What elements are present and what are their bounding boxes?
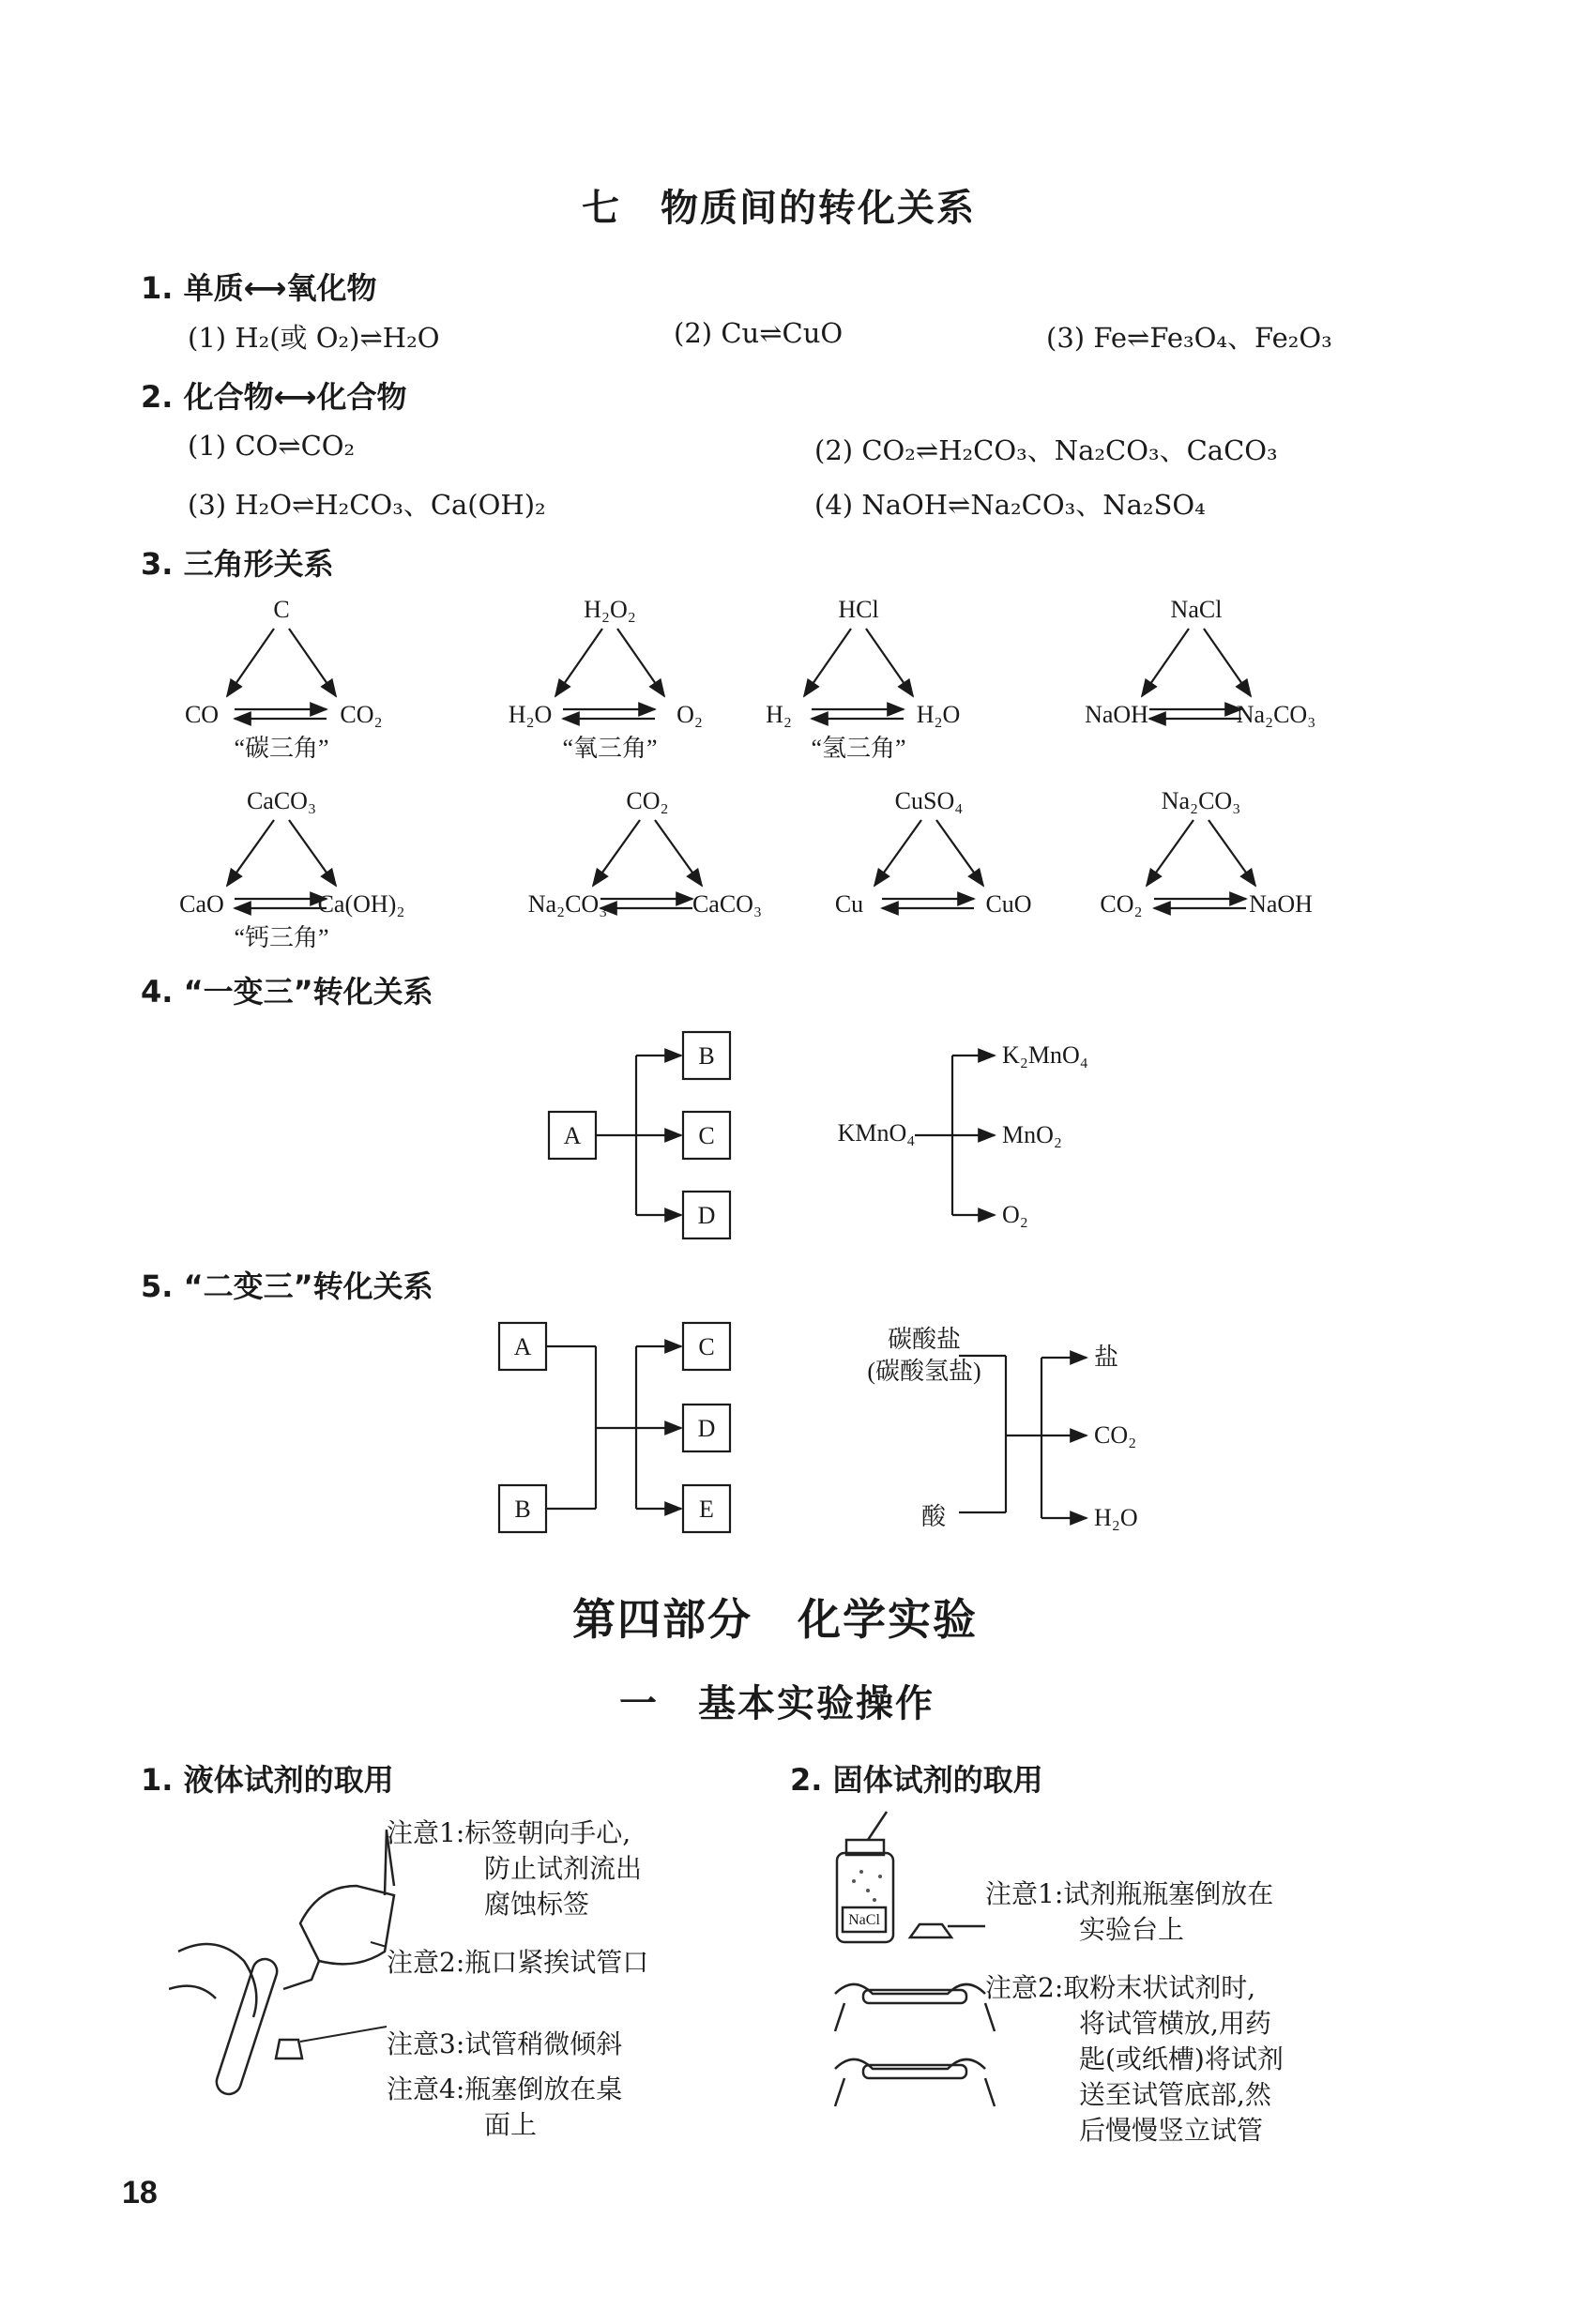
- exp1-note4: 注意4:瓶塞倒放在桌 面上: [387, 2073, 623, 2140]
- triangle-left-arrow: [593, 820, 640, 886]
- triangle-right-label: CuO: [985, 890, 1032, 918]
- kmno4-product-1: K₂MnO₄: [1002, 1041, 1088, 1069]
- triangle-left-arrow: [227, 629, 274, 696]
- triangle-left-label: H₂O: [508, 701, 553, 728]
- item1-heading: 1. 单质⟷氧化物: [141, 270, 377, 306]
- exp2-heading: 2. 固体试剂的取用: [790, 1762, 1043, 1798]
- item1-row2: (2) Cu⇌CuO: [674, 317, 844, 349]
- kmno4-product-2: MnO₂: [1002, 1121, 1062, 1148]
- kmno4-product-3: O₂: [1002, 1201, 1028, 1228]
- triangle-left-arrow: [227, 820, 274, 886]
- triangle-right-arrow: [1204, 629, 1251, 696]
- triangle-right-label: O₂: [676, 701, 703, 728]
- exp2-note2: 注意2:取粉末状试剂时, 将试管横放,用药 匙(或纸槽)将试剂 送至试管底部,然 后慢慢竖立试管: [985, 1972, 1284, 2146]
- triangle-left-label: CO₂: [1100, 890, 1143, 918]
- triangle-top-label: CuSO₄: [894, 787, 964, 814]
- box-d2-label: D: [697, 1415, 716, 1442]
- carbonate-source: 碳酸盐: [887, 1326, 962, 1353]
- triangle-caption: “碳三角”: [234, 735, 329, 762]
- triangle-right-arrow: [289, 629, 336, 696]
- box-b2-label: B: [514, 1496, 531, 1523]
- triangle-right-label: CaCO₃: [692, 890, 763, 918]
- kmno4-source: KMnO₄: [837, 1119, 916, 1147]
- item2-row2: (2) CO₂⇌H₂CO₃、Na₂CO₃、CaCO₃: [814, 434, 1278, 466]
- triangle-caption: “氢三角”: [811, 735, 906, 762]
- acid-product-2: CO₂: [1094, 1421, 1137, 1449]
- triangle-left-arrow: [1142, 629, 1189, 696]
- exp1-note2: 注意2:瓶口紧挨试管口: [387, 1947, 649, 1978]
- triangle-right-arrow: [289, 820, 336, 886]
- box-c2-label: C: [698, 1333, 715, 1360]
- box-b-label: B: [698, 1042, 715, 1070]
- exp1-note1: 注意1:标签朝向手心, 防止试剂流出 腐蚀标签: [387, 1817, 643, 1920]
- triangle-left-label: H₂: [766, 701, 792, 728]
- box-a2-label: A: [513, 1333, 532, 1360]
- triangle-left-label: Cu: [834, 890, 864, 918]
- triangle-caption: “氧三角”: [562, 735, 658, 762]
- item4-heading: 4. “一变三”转化关系: [141, 974, 433, 1010]
- triangle-right-label: NaOH: [1249, 890, 1313, 918]
- item3-heading: 3. 三角形关系: [141, 546, 334, 582]
- item2-row1: (1) CO⇌CO₂: [188, 430, 356, 462]
- acid-product-3: H₂O: [1094, 1504, 1138, 1531]
- box-a-label: A: [563, 1122, 582, 1149]
- triangle-caption: “钙三角”: [234, 924, 329, 951]
- item1-row3: (3) Fe⇌Fe₃O₄、Fe₂O₃: [1046, 322, 1332, 354]
- triangle-top-label: C: [273, 596, 290, 623]
- solid-reagent-illustration: [826, 1806, 1004, 2134]
- triangle-right-label: H₂O: [916, 701, 961, 728]
- triangle-top-label: HCl: [838, 596, 879, 623]
- bottle-label: NaCl: [848, 1912, 880, 1928]
- item1-row1: (1) H₂(或 O₂)⇌H₂O: [188, 322, 440, 354]
- triangle-right-arrow: [866, 629, 913, 696]
- section-title: 七 物质间的转化关系: [582, 187, 976, 230]
- triangle-left-label: CaO: [179, 890, 224, 918]
- triangle-left-label: NaOH: [1085, 701, 1148, 728]
- item2-row4: (4) NaOH⇌Na₂CO₃、Na₂SO₄: [814, 489, 1206, 521]
- triangle-right-arrow: [1209, 820, 1255, 886]
- triangle-top-label: NaCl: [1170, 596, 1223, 623]
- triangle-top-label: H₂O₂: [584, 596, 636, 623]
- triangle-top-label: CO₂: [626, 787, 669, 814]
- exp1-heading: 1. 液体试剂的取用: [141, 1762, 394, 1798]
- part-title: 第四部分 化学实验: [572, 1594, 978, 1645]
- triangle-left-arrow: [874, 820, 921, 886]
- triangle-left-arrow: [1147, 820, 1193, 886]
- triangle-right-label: Ca(OH)₂: [317, 890, 405, 918]
- liquid-pouring-illustration: [169, 1811, 413, 2130]
- triangle-right-label: CO₂: [340, 701, 383, 728]
- exp2-note1: 注意1:试剂瓶瓶塞倒放在 实验台上: [985, 1878, 1274, 1945]
- exp1-note3: 注意3:试管稍微倾斜: [387, 2028, 623, 2059]
- acid-product-1: 盐: [1094, 1344, 1119, 1371]
- triangle-right-arrow: [936, 820, 983, 886]
- item2-heading: 2. 化合物⟷化合物: [141, 379, 407, 415]
- triangle-left-arrow: [804, 629, 851, 696]
- item2-row3: (3) H₂O⇌H₂CO₃、Ca(OH)₂: [188, 489, 546, 521]
- box-d-label: D: [697, 1202, 716, 1229]
- triangle-top-label: CaCO₃: [246, 787, 317, 814]
- item5-heading: 5. “二变三”转化关系: [141, 1268, 433, 1304]
- page-number: 18: [122, 2175, 158, 2210]
- acid-source: 酸: [920, 1503, 947, 1530]
- triangle-right-label: Na₂CO₃: [1236, 701, 1316, 728]
- triangle-right-arrow: [655, 820, 702, 886]
- triangle-diagrams: [179, 596, 1315, 951]
- box-e2-label: E: [699, 1496, 714, 1523]
- triangle-right-arrow: [617, 629, 664, 696]
- flow-diagrams: [499, 1032, 1138, 1532]
- bicarbonate-source: (碳酸氢盐): [867, 1358, 981, 1385]
- triangle-left-label: Na₂CO₃: [527, 890, 608, 918]
- triangle-top-label: Na₂CO₃: [1161, 787, 1241, 814]
- box-c-label: C: [698, 1122, 715, 1149]
- triangle-left-label: CO: [184, 701, 220, 728]
- triangle-left-arrow: [555, 629, 602, 696]
- sub-title: 一 基本实验操作: [619, 1682, 935, 1725]
